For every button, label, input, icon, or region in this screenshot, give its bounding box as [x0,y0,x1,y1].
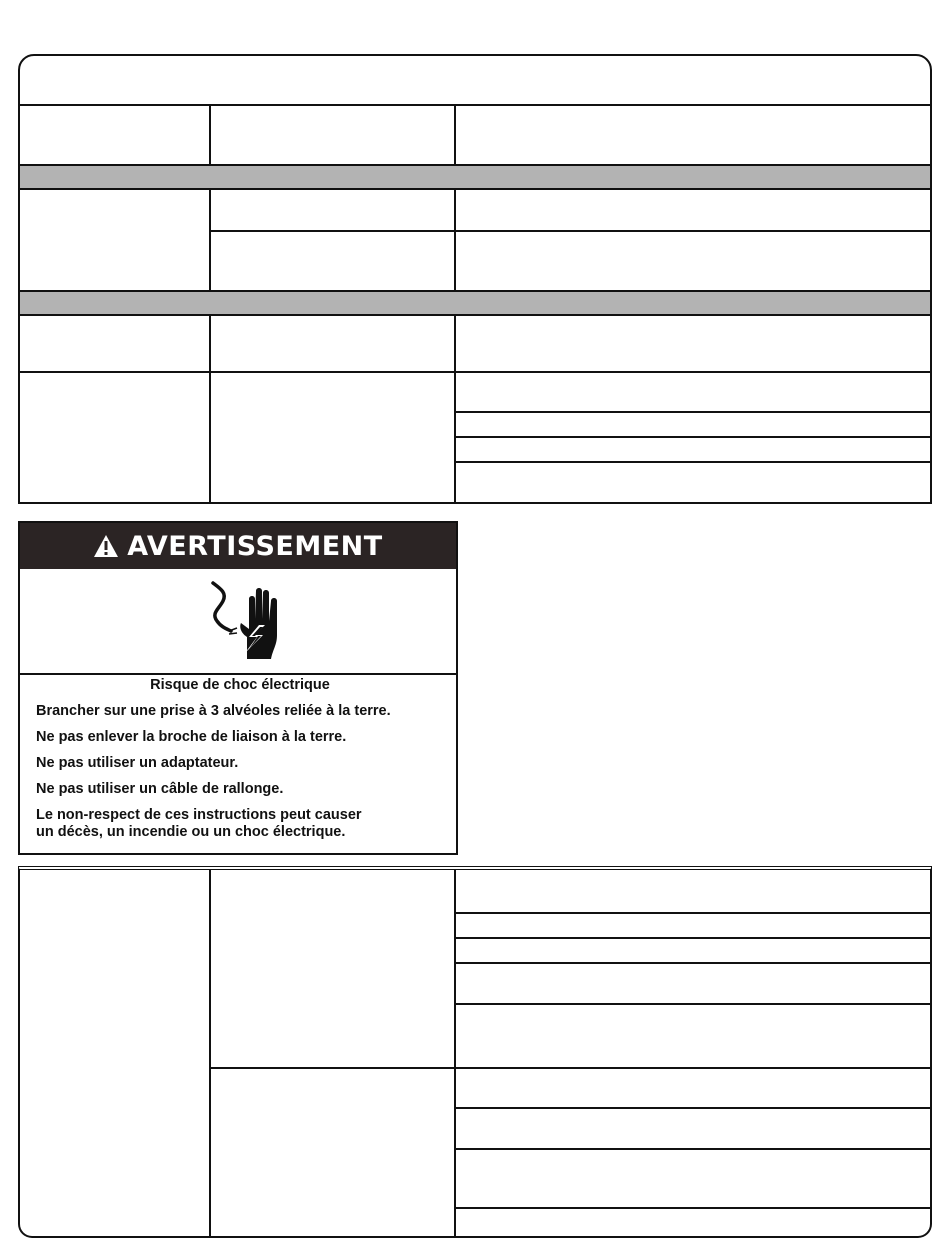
warning-icon-area [20,569,456,675]
warning-line: Le non-respect de ces instructions peut causer [36,807,362,823]
table-column-divider [209,316,211,502]
table-row-divider [454,411,930,413]
table-row-divider [454,1107,930,1109]
troubleshooting-table-top [18,54,932,504]
troubleshooting-table-bottom [18,866,932,1238]
warning-line: un décès, un incendie ou un choc électrique. [36,824,346,840]
table-row-divider [20,371,930,373]
electric-shock-hand-icon [205,579,285,663]
table-column-divider [454,104,456,164]
table-column-divider [454,190,456,290]
warning-title: AVERTISSEMENT [127,530,383,562]
table-column-divider [454,316,456,502]
table-row-divider [454,962,930,964]
warning-triangle-icon [93,534,119,558]
warning-text [36,677,444,850]
table-row-divider [209,230,930,232]
table-row-divider [454,1003,930,1005]
table-header-row-divider [20,104,930,106]
table-row-divider [454,912,930,914]
warning-line: Ne pas utiliser un câble de rallonge. [36,781,284,797]
table-row-divider [454,1207,930,1209]
table-column-divider [454,870,456,1236]
table-row-divider [454,461,930,463]
section-band [20,290,930,316]
section-band [20,164,930,190]
table-row-divider [454,436,930,438]
table-column-divider [209,104,211,164]
warning-line: Ne pas utiliser un adaptateur. [36,755,239,771]
table-column-divider [209,190,211,290]
table-column-divider [209,870,211,1236]
table-row-divider [209,1067,930,1069]
warning-box [18,521,458,855]
warning-line: Brancher sur une prise à 3 alvéoles reliée à la terre. [36,703,391,719]
warning-risk: Risque de choc électrique [150,677,330,693]
warning-line: Ne pas enlever la broche de liaison à la terre. [36,729,347,745]
table-row-divider [454,937,930,939]
table-row-divider [454,1148,930,1150]
warning-header [20,523,456,569]
